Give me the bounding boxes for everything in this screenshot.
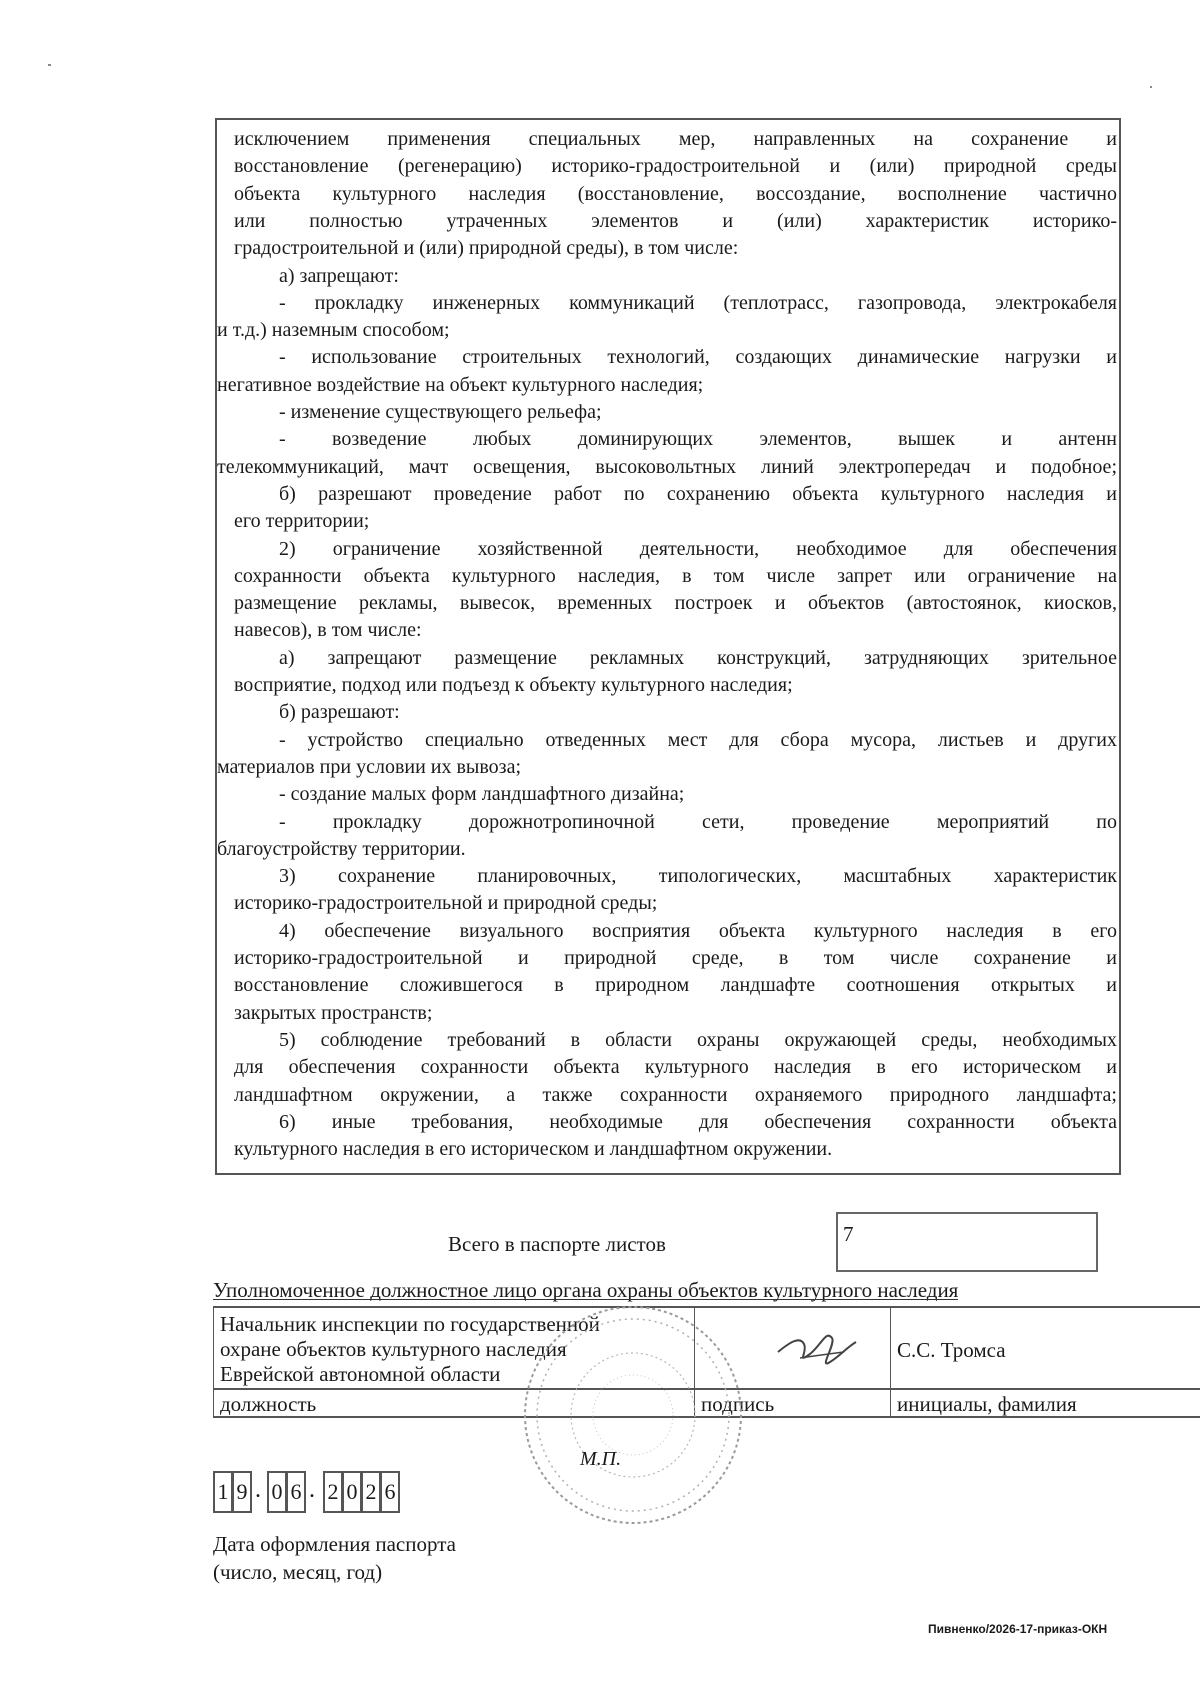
body-text-line: - использование строительных технологий, создающих динамические нагрузки и — [279, 346, 1117, 369]
body-text-line: материалов при условии их вывоза; — [217, 755, 522, 778]
document-reference: Пивненко/2026-17-приказ-ОКН — [928, 1622, 1108, 1636]
body-text-line: навесов), в том числе: — [234, 619, 422, 642]
body-text-line: восприятие, подход или подъезд к объекту культурного наследия; — [234, 674, 793, 696]
official-name: С.С. Тромса — [897, 1338, 1006, 1362]
body-text-line: исключением применения специальных мер, направленных на сохранение и — [234, 128, 1117, 150]
date-separator: . — [309, 1477, 315, 1503]
body-text-line: 2) ограничение хозяйственной деятельности, необходимое для обеспечения — [279, 537, 1117, 560]
body-text-line: - прокладку инженерных коммуникаций (теплотрасс, газопровода, электрокабеля — [279, 291, 1117, 314]
scan-speck — [48, 64, 51, 66]
body-text-line: а) запрещают: — [279, 264, 399, 287]
date-digit-box: 1 — [213, 1471, 233, 1513]
body-text-line: объекта культурного наследия (восстановление, воссоздание, восполнение частично — [234, 182, 1117, 205]
authorized-official-title: Уполномоченное должностное лицо органа охраны объектов культурного наследия — [213, 1278, 959, 1302]
body-text-line: негативное воздействие на объект культурного наследия; — [217, 373, 704, 396]
date-caption-line: (число, месяц, год) — [213, 1560, 383, 1584]
body-text-line: - прокладку дорожнотропиночной сети, проведение мероприятий по — [279, 810, 1117, 833]
regulations-text-box — [215, 118, 1121, 1175]
date-digit-box: 0 — [342, 1471, 362, 1513]
body-text-line: 3) сохранение планировочных, типологических, масштабных характеристик — [279, 865, 1117, 888]
position-line: Еврейской автономной области — [220, 1362, 501, 1386]
body-text-line: 4) обеспечение визуального восприятия объекта культурного наследия в его — [279, 919, 1117, 942]
body-text-line: благоустройству территории. — [217, 837, 466, 860]
body-text-line: б) разрешают проведение работ по сохранению объекта культурного наследия и — [279, 482, 1117, 505]
body-text-line: закрытых пространств; — [234, 1001, 433, 1024]
scan-speck — [1150, 86, 1152, 88]
body-text-line: или полностью утраченных элементов и (или) характеристик историко- — [234, 209, 1117, 232]
position-line: охране объектов культурного наследия — [220, 1337, 567, 1361]
date-digit-box: 0 — [267, 1471, 287, 1513]
date-digit-box: 6 — [380, 1471, 400, 1513]
body-text-line: - создание малых форм ландшафтного дизайна; — [279, 783, 685, 806]
position-caption: должность — [213, 1388, 695, 1418]
body-text-line: историко-градостроительной и природной среды; — [234, 892, 658, 915]
date-digit-box: 2 — [323, 1471, 343, 1513]
official-seal-stamp — [518, 1300, 748, 1530]
date-caption-line: Дата оформления паспорта — [213, 1532, 456, 1556]
body-text-line: восстановление сложившегося в природном ландшафте соотношения открытых и — [234, 974, 1117, 997]
body-text-line: культурного наследия в его историческом и ландшафтном окружении. — [234, 1138, 833, 1161]
body-text-line: градостроительной и (или) природной среды), в том числе: — [234, 237, 739, 260]
date-digit-box: 6 — [286, 1471, 306, 1513]
body-text-line: его территории; — [234, 510, 370, 533]
body-text-line: размещение рекламы, вывесок, временных построек и объектов (автостоянок, киосков, — [234, 592, 1117, 615]
body-text-line: б) разрешают: — [279, 701, 400, 724]
body-text-line: сохранности объекта культурного наследия, в том числе запрет или ограничение на — [234, 564, 1117, 587]
position-line: Начальник инспекции по государственной — [220, 1312, 600, 1336]
body-text-line: - изменение существующего рельефа; — [279, 401, 602, 423]
signature-caption: подпись — [695, 1388, 891, 1418]
body-text-line: восстановление (регенерацию) историко-градостроительной и (или) природной среды — [234, 155, 1117, 178]
body-text-line: а) запрещают размещение рекламных конструкций, затрудняющих зрительное — [279, 646, 1117, 669]
date-digit-box: 2 — [361, 1471, 381, 1513]
date-separator: . — [255, 1477, 261, 1503]
sheets-count-label: Всего в паспорте листов — [448, 1232, 666, 1256]
body-text-line: телекоммуникаций, мачт освещения, высоковольтных линий электропередач и подобное; — [217, 455, 1117, 478]
handwritten-signature — [770, 1318, 870, 1378]
name-caption: инициалы, фамилия — [891, 1388, 1200, 1418]
body-text-line: ландшафтном окружении, а также сохранности охраняемого природного ландшафта; — [234, 1083, 1117, 1106]
body-text-line: историко-градостроительной и природной среде, в том числе сохранение и — [234, 947, 1117, 969]
body-text-line: - устройство специально отведенных мест для сбора мусора, листьев и других — [279, 728, 1117, 751]
issue-date-caption — [213, 1530, 456, 1586]
body-text-line: для обеспечения сохранности объекта культурного наследия в его историческом и — [234, 1056, 1117, 1079]
body-text-line: - возведение любых доминирующих элементов, вышек и антенн — [279, 428, 1117, 451]
body-text-line: и т.д.) наземным способом; — [217, 319, 450, 342]
sheets-count-field: 7 — [836, 1212, 1098, 1272]
date-digit-box: 9 — [232, 1471, 252, 1513]
stamp-place-mark: М.П. — [580, 1448, 622, 1470]
body-text-line: 6) иные требования, необходимые для обеспечения сохранности объекта — [279, 1110, 1117, 1133]
body-text-line: 5) соблюдение требований в области охраны окружающей среды, необходимых — [279, 1028, 1117, 1051]
